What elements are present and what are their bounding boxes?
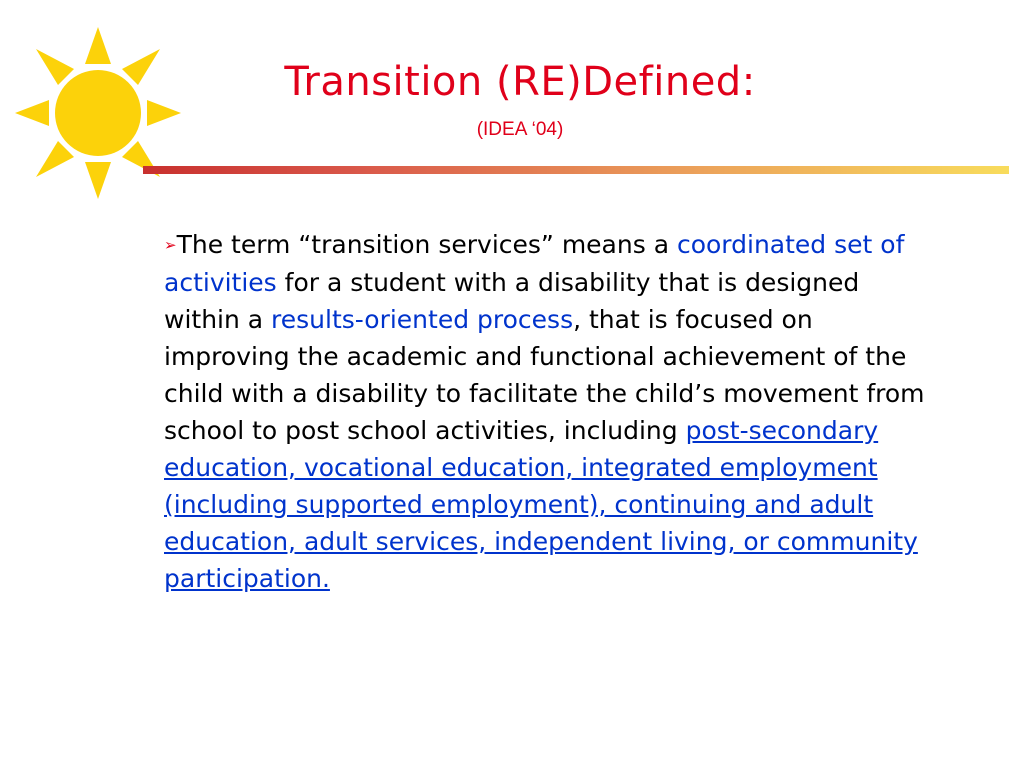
body-text-segment: for a student with a disability that is designed within a — [164, 268, 860, 334]
body-paragraph — [164, 226, 934, 597]
title-divider — [143, 166, 1009, 174]
arrowhead-bullet-icon: ➢ — [164, 236, 177, 254]
highlight-results-oriented-process: results-oriented process — [271, 305, 574, 334]
body-text-segment: , that is focused on improving the academic and functional achievement of the child with a disability to facilitate the child’s movement from school to post school activities, including — [164, 305, 925, 445]
body-text-segment: The term “transition services” means a — [176, 230, 677, 259]
highlight-coordinated-activities: coordinated set of activities — [164, 230, 905, 297]
slide-title: Transition (RE)Defined: — [284, 59, 756, 105]
post-school-activities-link[interactable]: post-secondary education, vocational education, integrated employment (including supported employment), continuing and adult education, adult services, independent living, or community participation. — [164, 416, 918, 593]
sun-icon — [0, 10, 200, 210]
slide-subtitle: (IDEA ‘04) — [476, 119, 564, 140]
